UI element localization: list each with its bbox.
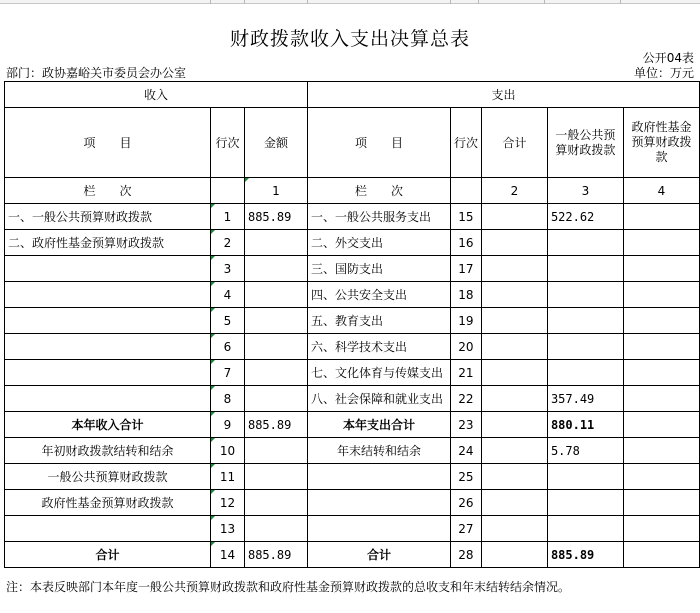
income-section-header[interactable]: 收入 <box>5 82 308 108</box>
expense-section-header[interactable]: 支出 <box>307 82 699 108</box>
income-item-cell[interactable] <box>5 360 211 386</box>
expense-general-cell[interactable]: 357.49 <box>547 386 623 412</box>
income-amount-header[interactable]: 金额 <box>244 108 307 178</box>
expense-general-cell[interactable] <box>547 360 623 386</box>
expense-fund-cell[interactable] <box>623 542 699 568</box>
income-item-cell[interactable] <box>5 516 211 542</box>
expense-fund-cell[interactable] <box>623 386 699 412</box>
income-index-label[interactable]: 栏 次 <box>5 178 211 204</box>
footnote: 注：本表反映部门本年度一般公共预算财政拨款和政府性基金预算财政拨款的总收支和年末结转结余情况。 <box>6 580 571 594</box>
expense-fund-cell[interactable] <box>623 334 699 360</box>
expense-line-cell[interactable]: 18 <box>450 282 481 308</box>
income-item-cell[interactable]: 一般公共预算财政拨款 <box>5 464 211 490</box>
expense-fund-cell[interactable] <box>623 204 699 230</box>
income-amount-cell[interactable]: 885.89 <box>244 204 307 230</box>
expense-item-cell[interactable]: 三、国防支出 <box>307 256 450 282</box>
expense-general-cell[interactable] <box>547 256 623 282</box>
income-amount-cell[interactable] <box>244 282 307 308</box>
expense-item-cell[interactable]: 年末结转和结余 <box>307 438 450 464</box>
income-amount-cell[interactable] <box>244 256 307 282</box>
expense-fund-cell[interactable] <box>623 256 699 282</box>
income-line-cell[interactable]: 11 <box>210 464 244 490</box>
expense-total-cell[interactable] <box>481 412 547 438</box>
expense-line-cell[interactable]: 23 <box>450 412 481 438</box>
expense-line-cell[interactable]: 21 <box>450 360 481 386</box>
column-header-strip <box>0 0 700 4</box>
table-row <box>5 230 700 256</box>
expense-line-cell[interactable]: 19 <box>450 308 481 334</box>
expense-index-4[interactable]: 4 <box>623 178 699 204</box>
expense-item-cell[interactable] <box>307 516 450 542</box>
expense-total-cell[interactable] <box>481 516 547 542</box>
table-row <box>5 464 700 490</box>
expense-item-cell[interactable]: 七、文化体育与传媒支出 <box>307 360 450 386</box>
expense-total-cell[interactable] <box>481 360 547 386</box>
expense-line-cell[interactable]: 26 <box>450 490 481 516</box>
income-line-cell[interactable]: 6 <box>210 334 244 360</box>
expense-total-header[interactable]: 合计 <box>481 108 547 178</box>
expense-general-cell[interactable]: 885.89 <box>547 542 623 568</box>
income-item-cell[interactable]: 政府性基金预算财政拨款 <box>5 490 211 516</box>
expense-line-cell[interactable]: 24 <box>450 438 481 464</box>
expense-line-cell[interactable]: 17 <box>450 256 481 282</box>
expense-general-cell[interactable] <box>547 464 623 490</box>
table-row <box>5 542 700 568</box>
expense-index-3[interactable]: 3 <box>547 178 623 204</box>
form-code: 公开04表 <box>642 51 694 65</box>
income-line-header[interactable]: 行次 <box>210 108 244 178</box>
expense-total-cell[interactable] <box>481 230 547 256</box>
income-item-header[interactable]: 项 目 <box>5 108 211 178</box>
expense-item-cell[interactable] <box>307 490 450 516</box>
income-line-cell[interactable]: 3 <box>210 256 244 282</box>
department-label: 部门：政协嘉峪关市委员会办公室 <box>6 66 187 80</box>
expense-total-cell[interactable] <box>481 308 547 334</box>
expense-total-cell[interactable] <box>481 334 547 360</box>
expense-line-cell[interactable]: 16 <box>450 230 481 256</box>
income-amount-cell[interactable] <box>244 308 307 334</box>
income-line-cell[interactable]: 2 <box>210 230 244 256</box>
expense-general-cell[interactable]: 5.78 <box>547 438 623 464</box>
income-amount-cell[interactable] <box>244 438 307 464</box>
income-item-cell[interactable] <box>5 334 211 360</box>
unit-label: 单位：万元 <box>633 66 694 80</box>
table-row <box>5 490 700 516</box>
expense-item-cell[interactable]: 五、教育支出 <box>307 308 450 334</box>
expense-item-cell[interactable]: 本年支出合计 <box>307 412 450 438</box>
expense-fund-cell[interactable] <box>623 282 699 308</box>
income-line-cell[interactable]: 13 <box>210 516 244 542</box>
expense-item-cell[interactable]: 四、公共安全支出 <box>307 282 450 308</box>
income-line-cell[interactable]: 9 <box>210 412 244 438</box>
income-item-cell[interactable] <box>5 256 211 282</box>
expense-item-cell[interactable] <box>307 464 450 490</box>
expense-line-header[interactable]: 行次 <box>450 108 481 178</box>
income-amount-cell[interactable] <box>244 334 307 360</box>
expense-general-cell[interactable] <box>547 490 623 516</box>
expense-general-header[interactable]: 一般公共预算财政拨款 <box>547 108 623 178</box>
expense-total-cell[interactable] <box>481 386 547 412</box>
expense-line-cell[interactable]: 22 <box>450 386 481 412</box>
table-body <box>5 204 700 568</box>
expense-general-cell[interactable] <box>547 308 623 334</box>
income-line-cell[interactable]: 14 <box>210 542 244 568</box>
income-item-cell[interactable] <box>5 282 211 308</box>
expense-line-cell[interactable]: 20 <box>450 334 481 360</box>
table-row <box>5 386 700 412</box>
expense-fund-cell[interactable] <box>623 490 699 516</box>
expense-general-cell[interactable]: 880.11 <box>547 412 623 438</box>
expense-index-2[interactable]: 2 <box>481 178 547 204</box>
expense-fund-cell[interactable] <box>623 438 699 464</box>
income-line-cell[interactable]: 7 <box>210 360 244 386</box>
expense-total-cell[interactable] <box>481 282 547 308</box>
expense-total-cell[interactable] <box>481 490 547 516</box>
income-line-cell[interactable]: 1 <box>210 204 244 230</box>
income-amount-cell[interactable]: 885.89 <box>244 412 307 438</box>
expense-general-cell[interactable] <box>547 282 623 308</box>
table-row <box>5 334 700 360</box>
expense-item-cell[interactable]: 二、外交支出 <box>307 230 450 256</box>
table-row <box>5 256 700 282</box>
table-row <box>5 308 700 334</box>
income-item-cell[interactable]: 一、一般公共预算财政拨款 <box>5 204 211 230</box>
expense-total-cell[interactable] <box>481 204 547 230</box>
page-title: 财政拨款收入支出决算总表 <box>229 28 470 50</box>
income-line-cell[interactable]: 8 <box>210 386 244 412</box>
expense-item-cell[interactable]: 合计 <box>307 542 450 568</box>
expense-general-cell[interactable] <box>547 516 623 542</box>
expense-item-header[interactable]: 项 目 <box>307 108 450 178</box>
expense-general-cell[interactable]: 522.62 <box>547 204 623 230</box>
income-amount-cell[interactable] <box>244 360 307 386</box>
expense-item-cell[interactable]: 八、社会保障和就业支出 <box>307 386 450 412</box>
expense-index-label[interactable]: 栏 次 <box>307 178 450 204</box>
fiscal-summary-table <box>4 81 700 568</box>
income-line-cell[interactable]: 12 <box>210 490 244 516</box>
expense-fund-cell[interactable] <box>623 412 699 438</box>
expense-item-cell[interactable]: 六、科学技术支出 <box>307 334 450 360</box>
expense-total-cell[interactable] <box>481 464 547 490</box>
table-row <box>5 282 700 308</box>
expense-total-cell[interactable] <box>481 256 547 282</box>
expense-line-cell[interactable]: 25 <box>450 464 481 490</box>
income-item-cell[interactable]: 二、政府性基金预算财政拨款 <box>5 230 211 256</box>
table-row <box>5 516 700 542</box>
income-line-cell[interactable]: 10 <box>210 438 244 464</box>
expense-fund-cell[interactable] <box>623 308 699 334</box>
income-item-cell[interactable]: 本年收入合计 <box>5 412 211 438</box>
expense-fund-cell[interactable] <box>623 516 699 542</box>
expense-fund-header[interactable]: 政府性基金预算财政拨款 <box>623 108 699 178</box>
income-item-cell[interactable]: 合计 <box>5 542 211 568</box>
income-index-1[interactable]: 1 <box>244 178 307 204</box>
table-row <box>5 412 700 438</box>
table-cell[interactable] <box>210 178 244 204</box>
expense-item-cell[interactable]: 一、一般公共服务支出 <box>307 204 450 230</box>
income-item-cell[interactable] <box>5 386 211 412</box>
expense-line-cell[interactable]: 28 <box>450 542 481 568</box>
expense-fund-cell[interactable] <box>623 230 699 256</box>
expense-general-cell[interactable] <box>547 334 623 360</box>
expense-line-cell[interactable]: 15 <box>450 204 481 230</box>
income-item-cell[interactable]: 年初财政拨款结转和结余 <box>5 438 211 464</box>
expense-fund-cell[interactable] <box>623 464 699 490</box>
table-row <box>5 204 700 230</box>
table-row <box>5 360 700 386</box>
expense-total-cell[interactable] <box>481 438 547 464</box>
income-line-cell[interactable]: 4 <box>210 282 244 308</box>
income-amount-cell[interactable] <box>244 386 307 412</box>
table-cell[interactable] <box>450 178 481 204</box>
income-amount-cell[interactable] <box>244 516 307 542</box>
expense-total-cell[interactable] <box>481 542 547 568</box>
table-row <box>5 438 700 464</box>
income-item-cell[interactable] <box>5 308 211 334</box>
expense-line-cell[interactable]: 27 <box>450 516 481 542</box>
expense-fund-cell[interactable] <box>623 360 699 386</box>
income-amount-cell[interactable] <box>244 230 307 256</box>
income-amount-cell[interactable] <box>244 490 307 516</box>
income-amount-cell[interactable] <box>244 464 307 490</box>
income-line-cell[interactable]: 5 <box>210 308 244 334</box>
income-amount-cell[interactable]: 885.89 <box>244 542 307 568</box>
expense-general-cell[interactable] <box>547 230 623 256</box>
